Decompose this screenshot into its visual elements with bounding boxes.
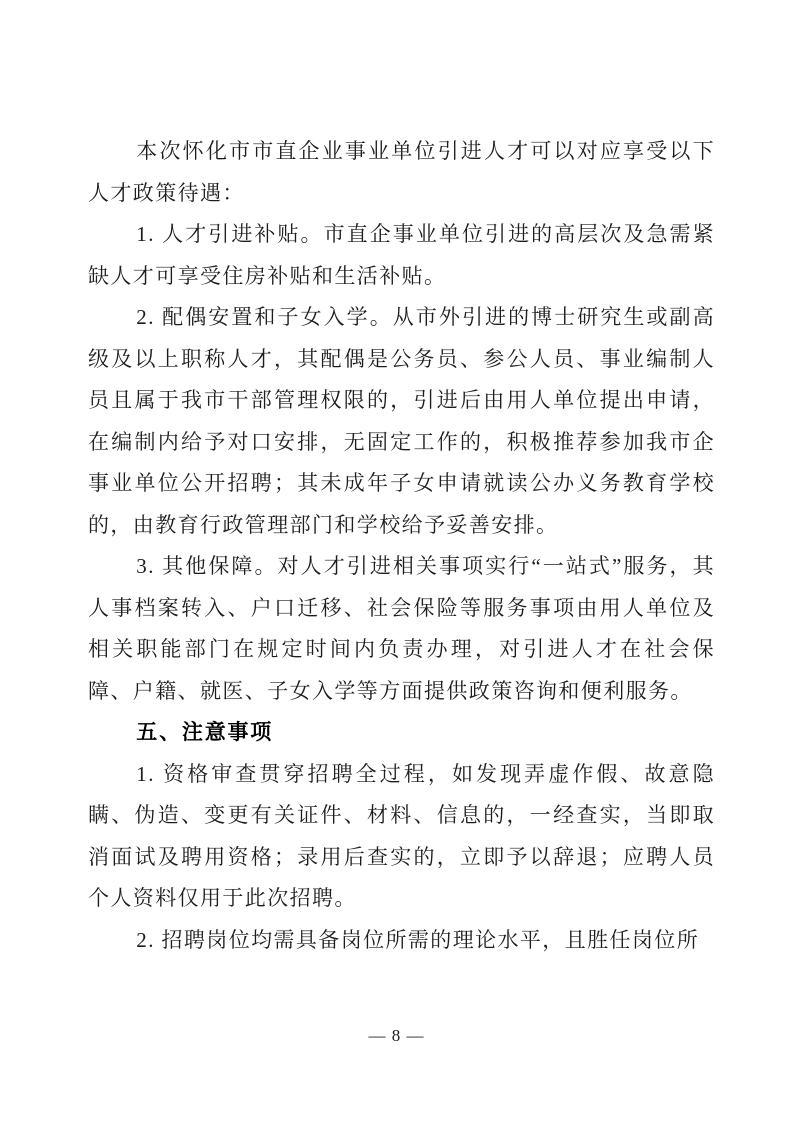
page-number: — 8 — xyxy=(368,1026,425,1045)
paragraph: 本次怀化市市直企业事业单位引进人才可以对应享受以下人才政策待遇： xyxy=(88,139,715,205)
document-body xyxy=(88,131,715,961)
paragraph: 3. 其他保障。对人才引进相关事项实行“一站式”服务，其人事档案转入、户口迁移、社会保险等服务事项由用人单位及相关职能部门在规定时间内负责办理，对引进人才在社会保障、户籍、就医、子女入学等方面提供政策咨询和便利服务。 xyxy=(88,554,715,703)
paragraph: 1. 人才引进补贴。市直企事业单位引进的高层次及急需紧缺人才可享受住房补贴和生活补贴。 xyxy=(88,222,715,288)
paragraph: 2. 配偶安置和子女入学。从市外引进的博士研究生或副高级及以上职称人才，其配偶是公务员、参公人员、事业编制人员且属于我市干部管理权限的，引进后由用人单位提出申请，在编制内给予对口安排，无固定工作的，积极推荐参加我市企事业单位公开招聘；其未成年子女申请就读公办义务教育学校的，由教育行政管理部门和学校给予妥善安排。 xyxy=(88,305,715,537)
paragraph: 1. 资格审查贯穿招聘全过程，如发现弄虚作假、故意隐瞒、伪造、变更有关证件、材料、信息的，一经查实，当即取消面试及聘用资格；录用后查实的，立即予以辞退；应聘人员个人资料仅用于此次招聘。 xyxy=(88,761,715,910)
section-heading: 五、注意事项 xyxy=(136,721,274,744)
paragraph: 2. 招聘岗位均需具备岗位所需的理论水平，且胜任岗位所 xyxy=(136,927,700,952)
page-footer xyxy=(0,1026,793,1046)
